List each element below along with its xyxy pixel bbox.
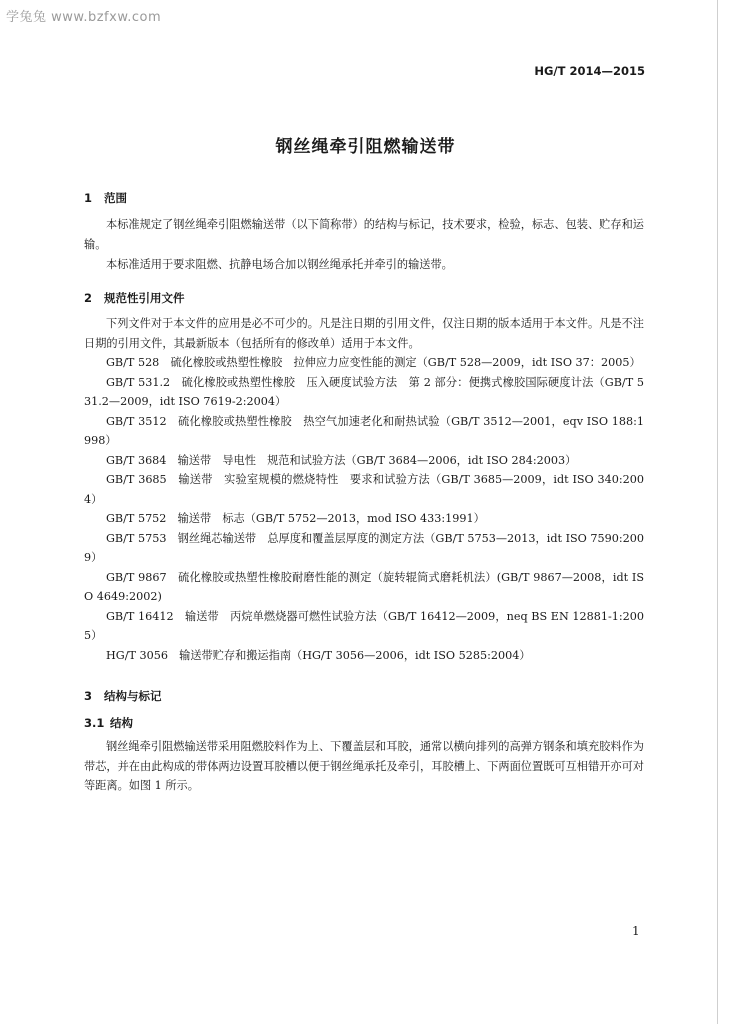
subsection-title: 结构 [110,716,133,730]
reference-item: GB/T 16412 输送带 丙烷单燃烧器可燃性试验方法（GB/T 16412—2009，neq BS EN 12881-1:2005） [84,609,644,642]
section-number: 1 [84,191,93,205]
reference-item: GB/T 5752 输送带 标志（GB/T 5752—2013，mod ISO 433:1991） [106,512,485,525]
standard-number: HG/T 2014—2015 [534,64,645,78]
section-title: 规范性引用文件 [104,291,185,305]
normative-intro: 下列文件对于本文件的应用是必不可少的。凡是注日期的引用文件，仅注日期的版本适用于本文件。凡是不注日期的引用文件，其最新版本（包括所有的修改单）适用于本文件。 [84,317,644,350]
watermark: 学兔兔 www.bzfxw.com [6,10,162,25]
section-heading-structure [84,688,162,704]
section-heading-normative [84,290,185,306]
section-heading-scope [84,190,127,206]
reference-item: GB/T 528 硫化橡胶或热塑性橡胶 拉伸应力应变性能的测定（GB/T 528—2009，idt ISO 37：2005） [106,356,641,369]
page-number: 1 [632,924,640,938]
reference-item: GB/T 3684 输送带 导电性 规范和试验方法（GB/T 3684—2006，idt ISO 284:2003） [106,453,577,467]
section-number: 2 [84,291,93,305]
document-title: 钢丝绳牵引阻燃输送带 [275,137,456,157]
scope-paragraph-1: 本标准规定了钢丝绳牵引阻燃输送带（以下简称带）的结构与标记，技术要求，检验，标志、包装、贮存和运输。 [84,218,644,251]
reference-item: GB/T 5753 钢丝绳芯输送带 总厚度和覆盖层厚度的测定方法（GB/T 5753—2013，idt ISO 7590:2009） [84,531,644,564]
reference-item: GB/T 9867 硫化橡胶或热塑性橡胶耐磨性能的测定（旋转辊筒式磨耗机法）(GB/T 9867—2008，idt ISO 4649:2002) [84,570,644,603]
reference-list [84,353,644,665]
reference-item: GB/T 531.2 硫化橡胶或热塑性橡胶 压入硬度试验方法 第 2 部分：便携式橡胶国际硬度计法（GB/T 531.2—2009，idt ISO 7619-2:2004） [84,375,644,408]
structure-paragraph: 钢丝绳牵引阻燃输送带采用阻燃胶料作为上、下覆盖层和耳胶，通常以横向排列的高弹方钢条和填充胶料作为带芯，并在由此构成的带体两边设置耳胶槽以便于钢丝绳承托及牵引，耳胶槽上、下两面位置既可互相错开亦可对等距离。如图 1 所示。 [84,740,644,792]
subsection-number: 3.1 [84,716,105,730]
section-title: 结构与标记 [104,689,162,703]
section-number: 3 [84,689,93,703]
reference-item: HG/T 3056 输送带贮存和搬运指南（HG/T 3056—2006，idt ISO 5285:2004） [106,648,531,662]
section-title: 范围 [104,191,127,205]
reference-item: GB/T 3685 输送带 实验室规模的燃烧特性 要求和试验方法（GB/T 3685—2009，idt ISO 340:2004） [84,473,644,506]
reference-item: GB/T 3512 硫化橡胶或热塑性橡胶 热空气加速老化和耐热试验（GB/T 3512—2001，eqv ISO 188:1998） [84,414,644,447]
subsection-heading-structure [84,715,133,731]
scope-paragraph-2: 本标准适用于要求阻燃、抗静电场合加以钢丝绳承托并牵引的输送带。 [106,258,453,271]
